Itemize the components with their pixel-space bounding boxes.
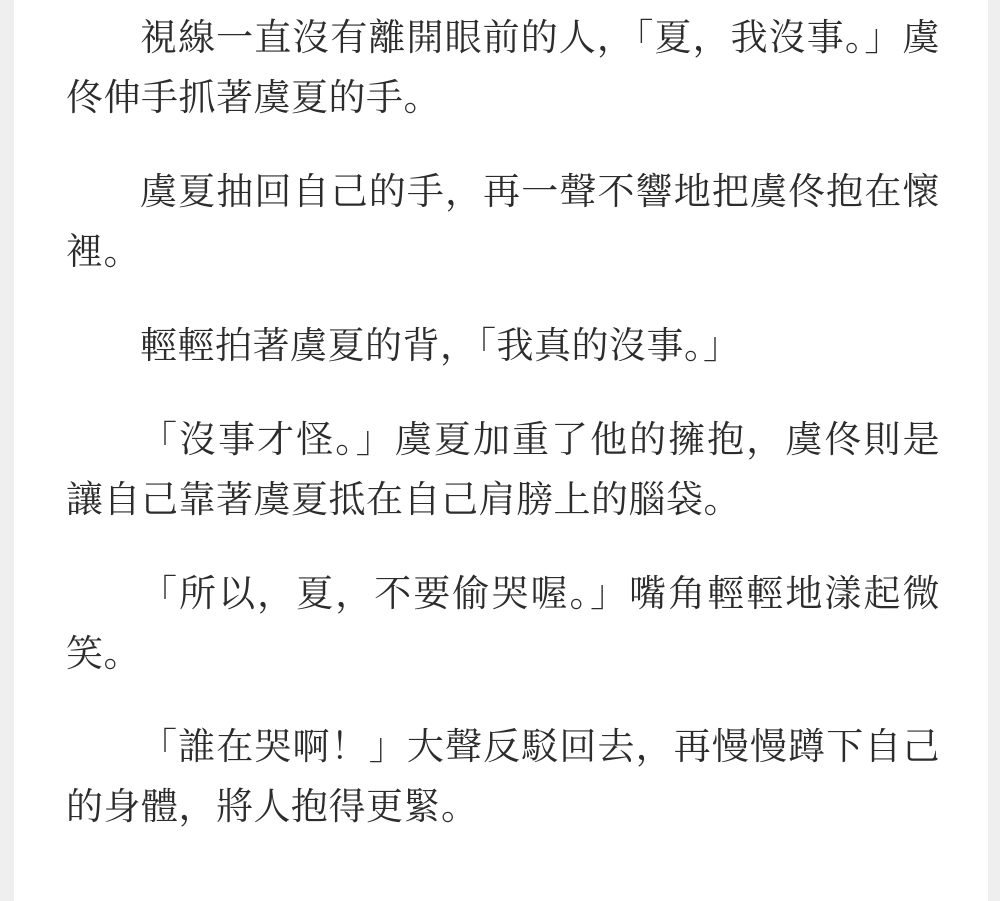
paragraph: 「所以，夏，不要偷哭喔。」嘴角輕輕地漾起微笑。 (66, 572, 940, 674)
right-margin-strip (988, 0, 1000, 901)
left-margin-strip (0, 0, 14, 901)
paragraph: 「誰在哭啊！」大聲反駁回去，再慢慢蹲下自己的身體，將人抱得更緊。 (66, 726, 940, 828)
text-content-area (14, 0, 988, 901)
paragraph: 「沒事才怪。」虞夏加重了他的擁抱，虞佟則是讓自己靠著虞夏抵在自己肩膀上的腦袋。 (66, 418, 940, 520)
paragraph: 視線一直沒有離開眼前的人，「夏，我沒事。」虞佟伸手抓著虞夏的手。 (66, 17, 940, 118)
paragraph: 虞夏抽回自己的手，再一聲不響地把虞佟抱在懷裡。 (66, 170, 940, 272)
paragraph: 輕輕拍著虞夏的背，「我真的沒事。」 (140, 324, 741, 366)
